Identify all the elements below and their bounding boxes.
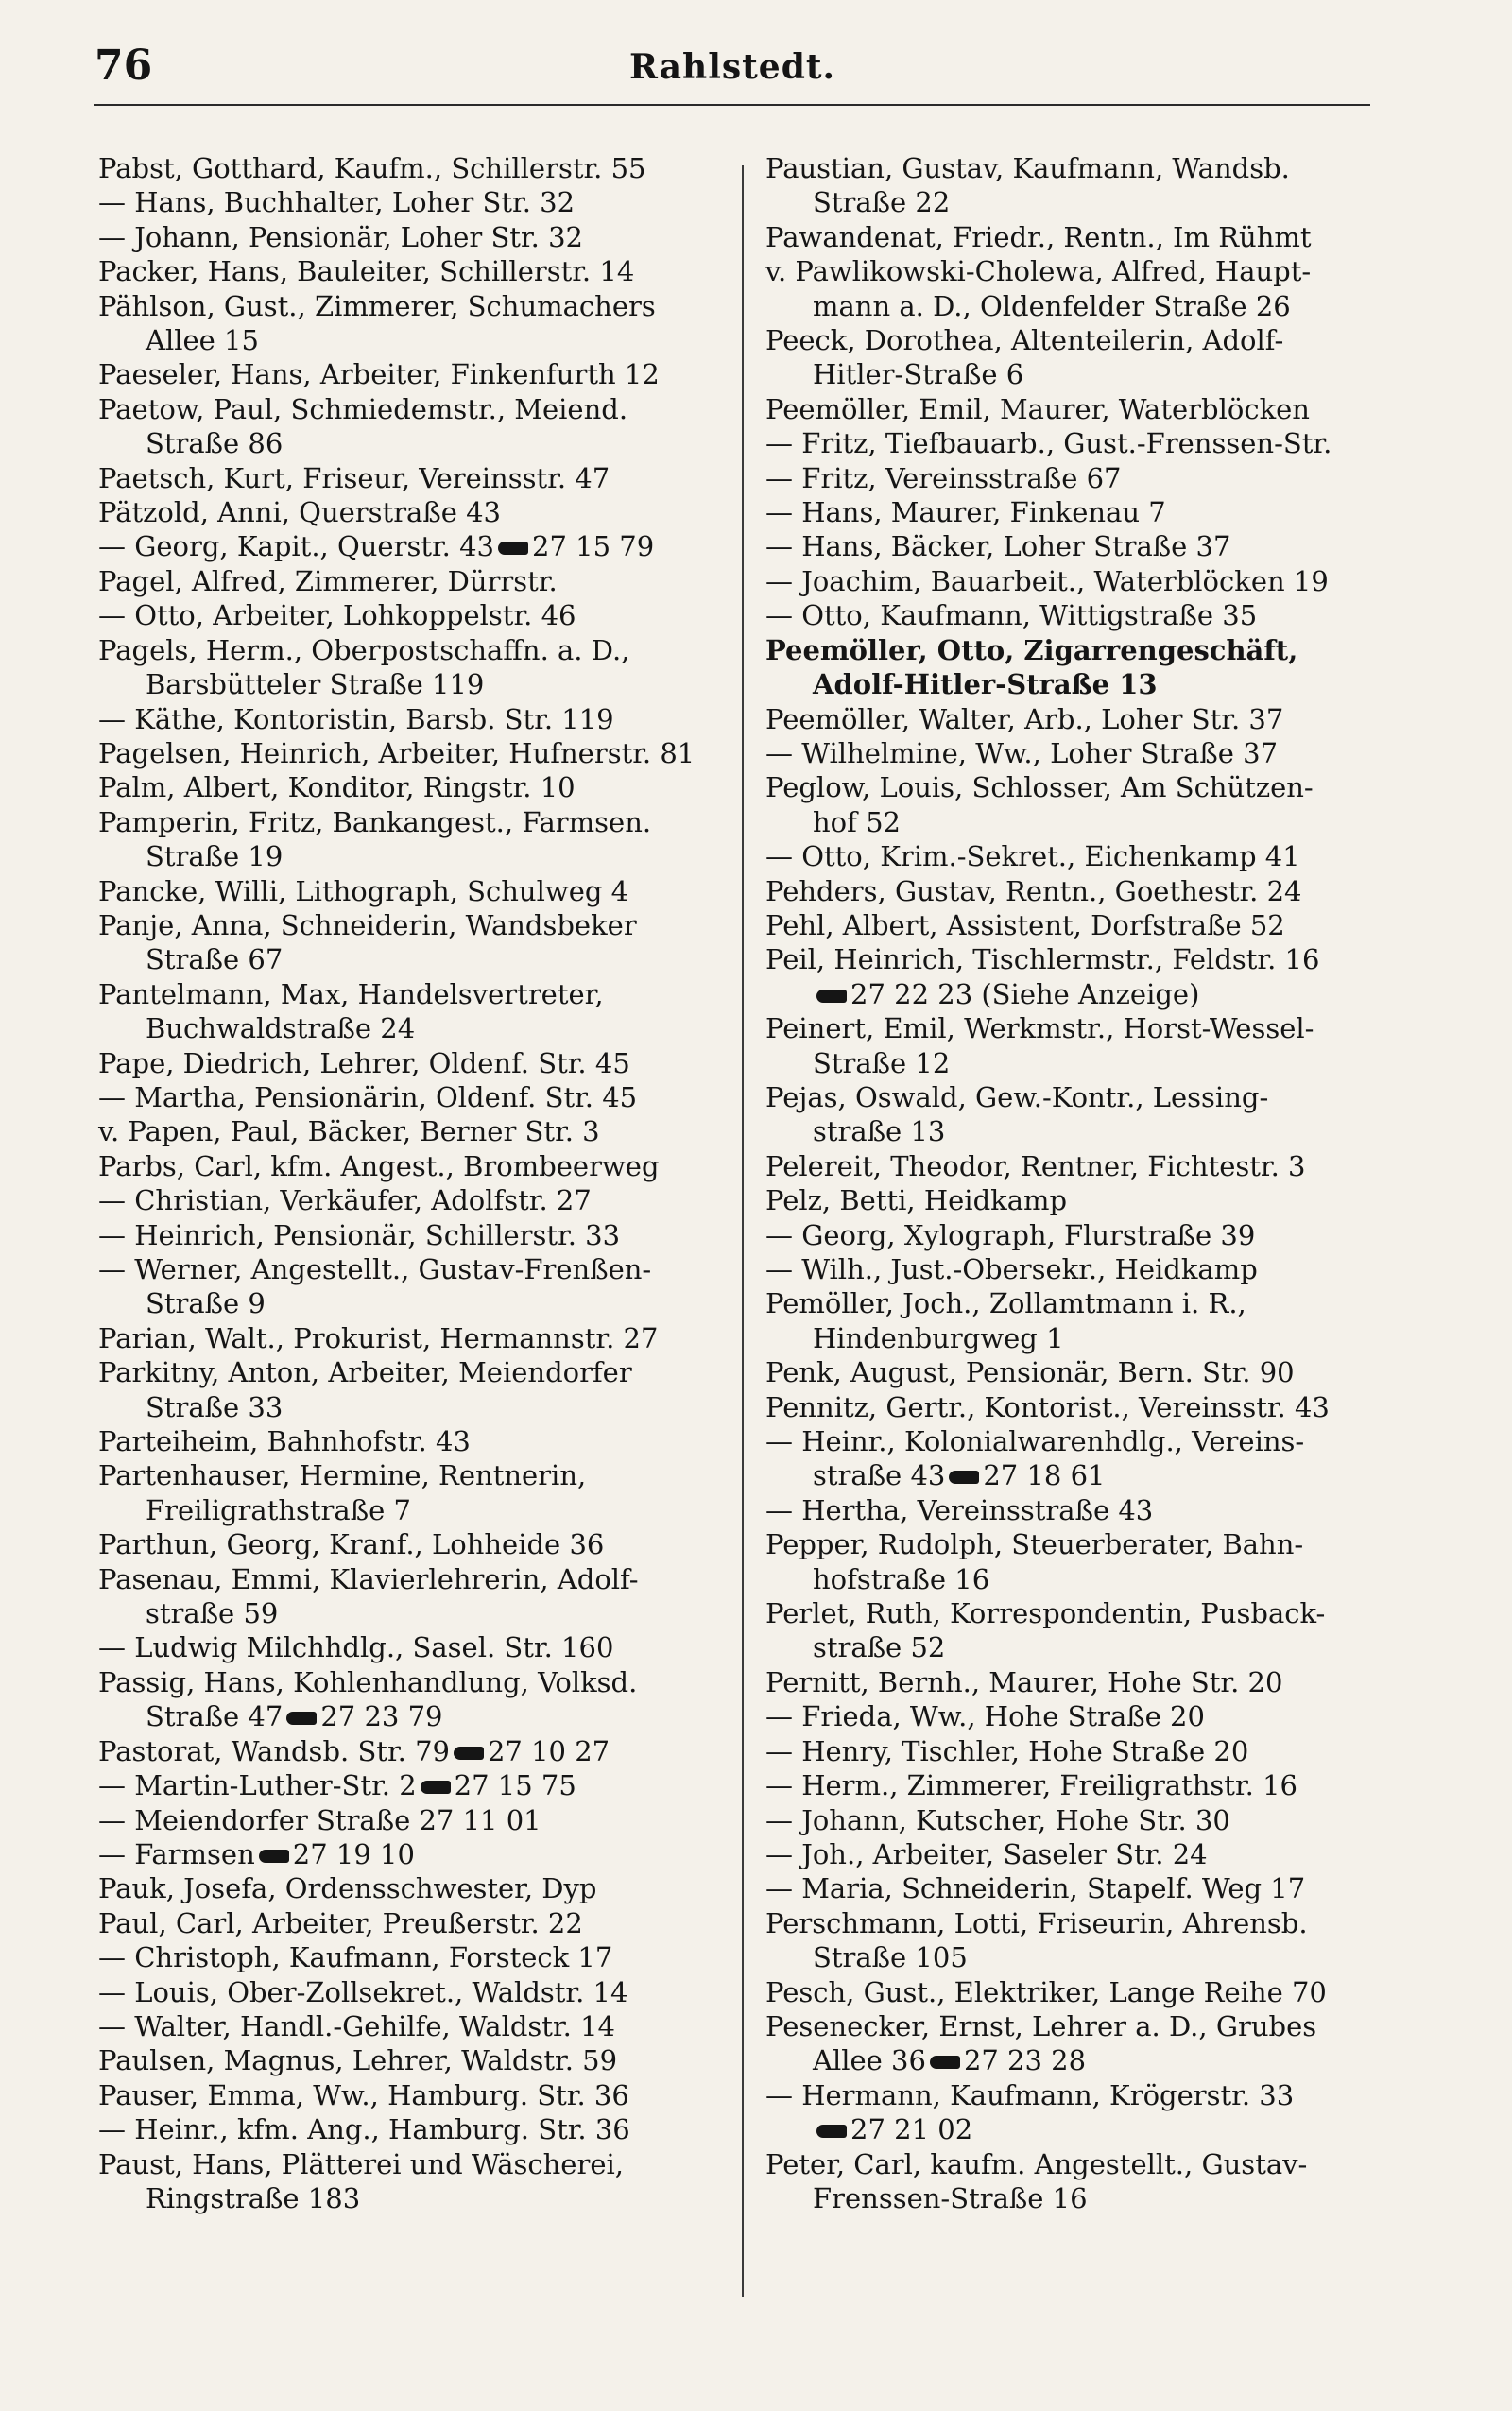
entry-text: Hitler-Straße 6 [813,358,1024,391]
entry-text: Paustian, Gustav, Kaufmann, Wandsb. [765,152,1290,184]
entry-text: straße 52 [813,1631,946,1664]
entry-text: Peemöller, Walter, Arb., Loher Str. 37 [765,702,1284,735]
directory-entry [765,1218,1380,1252]
directory-entry [98,1114,722,1148]
directory-entry [98,1390,722,1424]
entry-text: — Fritz, Vereinsstraße 67 [765,461,1122,494]
phone-number: 27 19 10 [292,1837,415,1870]
directory-entry [765,1734,1380,1768]
entry-text: Peeck, Dorothea, Altenteilerin, Adolf- [765,324,1284,357]
telephone-icon [454,1747,484,1760]
directory-entry [765,289,1380,323]
directory-entry [765,839,1380,873]
directory-entry [98,1768,722,1802]
entry-text: — Otto, Kaufmann, Wittigstraße 35 [765,599,1258,632]
directory-entry [765,908,1380,942]
directory-entry [98,323,722,357]
entry-text: v. Pawlikowski-Cholewa, Alfred, Haupt- [765,255,1312,288]
telephone-icon [949,1471,979,1484]
entry-text: hof 52 [813,805,901,838]
entry-text: Pernitt, Bernh., Maurer, Hohe Str. 20 [765,1665,1283,1698]
directory-entry [765,1562,1380,1596]
entry-text: Pehders, Gustav, Rentn., Goethestr. 24 [765,874,1302,907]
directory-entry [98,426,722,460]
directory-entry [765,1114,1380,1148]
entry-text: Allee 36 [813,2044,926,2077]
directory-entry [98,2043,722,2077]
directory-entry [765,1355,1380,1389]
entry-text: hofstraße 16 [813,1562,990,1595]
directory-entry [765,529,1380,563]
directory-entry [98,220,722,254]
entry-text: — Ludwig Milchhdlg., Sasel. Str. 160 [98,1631,614,1664]
directory-entry [765,1493,1380,1527]
directory-entry [765,1011,1380,1045]
entry-text: — Georg, Kapit., Querstr. 43 [98,530,494,563]
entry-text: — Herm., Zimmerer, Freiligrathstr. 16 [765,1769,1297,1802]
directory-entry [765,1596,1380,1630]
entry-text: Straße 9 [146,1287,266,1320]
entry-text: — Heinrich, Pensionär, Schillerstr. 33 [98,1218,621,1251]
left-column [98,151,722,2215]
entry-text: Pemöller, Joch., Zollamtmann i. R., [765,1287,1246,1320]
entry-text: — Frieda, Ww., Hohe Straße 20 [765,1700,1205,1733]
entry-text: — Johann, Kutscher, Hohe Str. 30 [765,1803,1230,1836]
directory-entry [98,770,722,804]
directory-entry [98,1493,722,1527]
directory-entry [98,2112,722,2146]
directory-entry [98,702,722,736]
telephone-icon [259,1850,289,1863]
directory-entry [98,1183,722,1217]
entry-text: — Hertha, Vereinsstraße 43 [765,1493,1154,1526]
directory-entry [98,1252,722,1286]
directory-entry [765,426,1380,460]
telephone-icon [816,990,847,1003]
entry-text: Allee 15 [146,324,259,357]
directory-entry [765,564,1380,598]
directory-entry [765,1940,1380,1974]
directory-entry [98,1940,722,1974]
entry-text: Frenssen-Straße 16 [813,2181,1088,2214]
entry-text: Pabst, Gotthard, Kaufm., Schillerstr. 55 [98,152,646,184]
directory-entry [765,598,1380,632]
directory-entry [98,1699,722,1733]
entry-text: — Walter, Handl.-Gehilfe, Waldstr. 14 [98,2009,615,2042]
directory-entry [765,357,1380,391]
entry-text: — Christian, Verkäufer, Adolfstr. 27 [98,1184,592,1217]
directory-entry [98,529,722,563]
entry-text: Hindenburgweg 1 [813,1321,1064,1354]
entry-text: — Maria, Schneiderin, Stapelf. Weg 17 [765,1872,1306,1905]
entry-text: Partenhauser, Hermine, Rentnerin, [98,1459,587,1492]
entry-text: Pantelmann, Max, Handelsvertreter, [98,977,604,1010]
directory-entry [765,1458,1380,1492]
directory-entry [98,2009,722,2043]
directory-entry [98,874,722,908]
phone-number: 27 18 61 [983,1459,1106,1492]
directory-entry [98,1011,722,1045]
directory-entry [765,1527,1380,1561]
directory-entry [765,1080,1380,1114]
entry-text: Pepper, Rudolph, Steuerberater, Bahn- [765,1528,1304,1561]
directory-entry [765,2147,1380,2181]
entry-text: — Wilhelmine, Ww., Loher Straße 37 [765,736,1279,769]
directory-entry [98,805,722,839]
directory-entry [98,1837,722,1871]
directory-entry [765,1871,1380,1905]
entry-text: Pelz, Betti, Heidkamp [765,1184,1068,1217]
directory-entry [765,702,1380,736]
entry-text: — Otto, Arbeiter, Lohkoppelstr. 46 [98,599,576,632]
entry-text: Paetsch, Kurt, Friseur, Vereinsstr. 47 [98,461,610,494]
entry-text: Penk, August, Pensionär, Bern. Str. 90 [765,1356,1295,1389]
entry-text: straße 43 [813,1459,946,1492]
entry-text: Pauk, Josefa, Ordensschwester, Dyp [98,1872,597,1905]
phone-number: 27 15 79 [532,530,655,563]
telephone-icon [930,2056,960,2069]
directory-entry [98,942,722,976]
phone-number: 27 10 27 [487,1734,610,1767]
entry-text: Buchwaldstraße 24 [146,1012,416,1045]
entry-text: straße 59 [146,1597,279,1630]
column-divider [742,165,744,2297]
entry-text: — Henry, Tischler, Hohe Straße 20 [765,1734,1249,1767]
phone-number: 27 23 79 [320,1700,443,1733]
entry-text: Pagelsen, Heinrich, Arbeiter, Hufnerstr. 81 [98,736,696,769]
directory-entry [98,1596,722,1630]
directory-entry [98,151,722,185]
directory-entry [765,2112,1380,2146]
entry-text: Paul, Carl, Arbeiter, Preußerstr. 22 [98,1906,583,1939]
entry-text: Pagel, Alfred, Zimmerer, Dürrstr. [98,564,558,597]
entry-text: Paust, Hans, Plätterei und Wäscherei, [98,2147,624,2180]
directory-entry [98,1355,722,1389]
header-rule [94,104,1370,106]
entry-text: — Meiendorfer Straße 27 11 01 [98,1803,541,1836]
directory-entry [765,977,1380,1011]
directory-entry [765,220,1380,254]
directory-entry [765,2181,1380,2215]
entry-text: Peemöller, Emil, Maurer, Waterblöcken [765,392,1310,425]
entry-text: — Heinr., Kolonialwarenhdlg., Vereins- [765,1425,1305,1458]
directory-entry [98,564,722,598]
directory-entry [98,1562,722,1596]
directory-entry [98,1906,722,1940]
entry-text: Pastorat, Wandsb. Str. 79 [98,1734,450,1767]
directory-entry [98,1527,722,1561]
entry-text: 27 22 23 (Siehe Anzeige) [850,977,1200,1010]
directory-entry [98,495,722,529]
directory-entry [765,1975,1380,2009]
entry-text: — Martin-Luther-Str. 2 [98,1769,417,1802]
directory-entry [765,1046,1380,1080]
entry-text: Parbs, Carl, kfm. Angest., Brombeerweg [98,1149,660,1182]
entry-text: — Christoph, Kaufmann, Forsteck 17 [98,1941,613,1974]
directory-entry [98,1665,722,1699]
directory-entry [98,667,722,701]
entry-text: Passig, Hans, Kohlenhandlung, Volksd. [98,1665,638,1698]
directory-entry [98,736,722,770]
directory-entry [765,2009,1380,2043]
directory-entry [765,1699,1380,1733]
telephone-icon [421,1781,451,1794]
telephone-icon [816,2125,847,2138]
directory-entry [765,1252,1380,1286]
directory-entry [98,254,722,288]
entry-text: — Joh., Arbeiter, Saseler Str. 24 [765,1837,1208,1870]
phone-number: 27 23 28 [963,2044,1087,2077]
entry-text: Parkitny, Anton, Arbeiter, Meiendorfer [98,1356,632,1389]
directory-entry [765,461,1380,495]
entry-text: — Hans, Buchhalter, Loher Str. 32 [98,186,576,219]
entry-text: v. Papen, Paul, Bäcker, Berner Str. 3 [98,1115,600,1148]
directory-entry [765,151,1380,185]
entry-text: — Werner, Angestellt., Gustav-Frenßen- [98,1253,652,1285]
directory-entry [765,1630,1380,1664]
entry-text: Pape, Diedrich, Lehrer, Oldenf. Str. 45 [98,1046,630,1079]
entry-text: Pennitz, Gertr., Kontorist., Vereinsstr. 43 [765,1390,1330,1423]
entry-text: Paeseler, Hans, Arbeiter, Finkenfurth 12 [98,358,660,391]
directory-entry [765,2078,1380,2112]
directory-entry [98,977,722,1011]
directory-entry [765,495,1380,529]
directory-entry [98,598,722,632]
directory-entry [98,461,722,495]
directory-entry [765,392,1380,426]
directory-entry [765,2043,1380,2077]
directory-entry [98,289,722,323]
directory-entry [765,185,1380,219]
directory-entry [98,1803,722,1837]
entry-text: Pehl, Albert, Assistent, Dorfstraße 52 [765,908,1285,941]
directory-entry [765,770,1380,804]
directory-entry [765,1906,1380,1940]
entry-text: Pejas, Oswald, Gew.-Kontr., Lessing- [765,1080,1269,1113]
entry-text: Panje, Anna, Schneiderin, Wandsbeker [98,908,637,941]
directory-entry [765,1803,1380,1837]
directory-entry [98,908,722,942]
directory-entry [98,2181,722,2215]
entry-text: Pasenau, Emmi, Klavierlehrerin, Adolf- [98,1562,639,1595]
entry-text: — Joachim, Bauarbeit., Waterblöcken 19 [765,564,1329,597]
entry-text: — Hermann, Kaufmann, Krögerstr. 33 [765,2078,1295,2111]
entry-text: Straße 47 [146,1700,284,1733]
directory-entry [98,1149,722,1183]
entry-text: Straße 105 [813,1941,968,1974]
directory-entry [765,942,1380,976]
directory-entry [765,1665,1380,1699]
entry-text: Parian, Walt., Prokurist, Hermannstr. 27 [98,1321,659,1354]
directory-entry [765,1183,1380,1217]
directory-entry [98,1321,722,1355]
entry-text: — Wilh., Just.-Obersekr., Heidkamp [765,1253,1258,1285]
directory-entry [765,323,1380,357]
entry-text: Paulsen, Magnus, Lehrer, Waldstr. 59 [98,2044,618,2077]
entry-text: Pawandenat, Friedr., Rentn., Im Rühmt [765,220,1312,253]
directory-entry [98,1458,722,1492]
entry-text: Pancke, Willi, Lithograph, Schulweg 4 [98,874,629,907]
entry-text: Parthun, Georg, Kranf., Lohheide 36 [98,1528,605,1561]
directory-entry [98,1046,722,1080]
entry-text: Straße 67 [146,943,284,976]
directory-entry [765,805,1380,839]
entry-text: Freiligrathstraße 7 [146,1493,411,1526]
entry-text: — Farmsen [98,1837,255,1870]
entry-text: Straße 33 [146,1390,284,1423]
directory-entry [765,667,1380,701]
entry-text: Straße 12 [813,1046,951,1079]
entry-text: Perschmann, Lotti, Friseurin, Ahrensb. [765,1906,1308,1939]
directory-entry [98,1424,722,1458]
entry-text: Pamperin, Fritz, Bankangest., Farmsen. [98,805,652,838]
running-title: Rahlstedt. [628,47,836,87]
entry-text: — Heinr., kfm. Ang., Hamburg. Str. 36 [98,2113,630,2146]
entry-text: Pesch, Gust., Elektriker, Lange Reihe 70 [765,1975,1327,2008]
directory-entry [765,1390,1380,1424]
entry-text: Pagels, Herm., Oberpostschaffn. a. D., [98,633,630,666]
entry-text: Peinert, Emil, Werkmstr., Horst-Wessel- [765,1012,1314,1045]
entry-text: Paetow, Paul, Schmiedemstr., Meiend. [98,392,628,425]
entry-text: Palm, Albert, Konditor, Ringstr. 10 [98,771,576,804]
directory-entry [98,2078,722,2112]
entry-text: Peter, Carl, kaufm. Angestellt., Gustav- [765,2147,1308,2180]
directory-entry [765,254,1380,288]
entry-text: — Fritz, Tiefbauarb., Gust.-Frenssen-Str. [765,427,1332,460]
directory-entry [765,1424,1380,1458]
directory-entry [98,633,722,667]
entry-text: Adolf-Hitler-Straße 13 [813,668,1158,701]
entry-text: — Johann, Pensionär, Loher Str. 32 [98,220,583,253]
directory-entry [765,1149,1380,1183]
entry-text: — Louis, Ober-Zollsekret., Waldstr. 14 [98,1975,628,2008]
entry-text: Pählson, Gust., Zimmerer, Schumachers [98,289,656,322]
right-column [765,151,1380,2215]
directory-entry [98,839,722,873]
telephone-icon [498,542,528,555]
entry-text: Pätzold, Anni, Querstraße 43 [98,496,501,529]
entry-text: straße 13 [813,1115,946,1148]
entry-text: Packer, Hans, Bauleiter, Schillerstr. 14 [98,255,635,288]
entry-text: — Martha, Pensionärin, Oldenf. Str. 45 [98,1080,638,1113]
entry-text: — Otto, Krim.-Sekret., Eichenkamp 41 [765,840,1300,873]
directory-entry [765,633,1380,667]
directory-entry [98,1871,722,1905]
directory-entry [98,1975,722,2009]
phone-number: 27 15 75 [454,1769,576,1802]
directory-entry [98,1630,722,1664]
entry-text: Ringstraße 183 [146,2181,361,2214]
entry-text: — Georg, Xylograph, Flurstraße 39 [765,1218,1256,1251]
directory-entry [98,2147,722,2181]
entry-text: — Käthe, Kontoristin, Barsb. Str. 119 [98,702,614,735]
directory-entry [765,1286,1380,1320]
entry-text: Peglow, Louis, Schlosser, Am Schützen- [765,771,1314,804]
directory-entry [98,392,722,426]
directory-entry [765,1321,1380,1355]
page-header [94,42,1370,102]
page-number: 76 [94,42,153,90]
entry-text: Parteiheim, Bahnhofstr. 43 [98,1425,471,1458]
entry-text: Peil, Heinrich, Tischlermstr., Feldstr. 16 [765,943,1320,976]
entry-text: Pesenecker, Ernst, Lehrer a. D., Grubes [765,2009,1317,2042]
entry-text: Pauser, Emma, Ww., Hamburg. Str. 36 [98,2078,629,2111]
directory-entry [765,1837,1380,1871]
directory-entry [98,185,722,219]
entry-text: — Hans, Maurer, Finkenau 7 [765,496,1166,529]
entry-text: Perlet, Ruth, Korrespondentin, Pusback- [765,1597,1326,1630]
directory-entry [765,736,1380,770]
entry-text: Straße 86 [146,427,284,460]
entry-text: Straße 22 [813,186,951,219]
directory-entry [98,1734,722,1768]
directory-entry [98,1218,722,1252]
telephone-icon [286,1712,317,1725]
directory-entry [765,1768,1380,1802]
entry-text: — Hans, Bäcker, Loher Straße 37 [765,530,1231,563]
entry-text: 27 21 02 [850,2113,973,2146]
entry-text: Straße 19 [146,840,284,873]
directory-entry [98,357,722,391]
directory-entry [98,1080,722,1114]
entry-text: Barsbütteler Straße 119 [146,668,485,701]
entry-text: mann a. D., Oldenfelder Straße 26 [813,289,1291,322]
entry-text: Pelereit, Theodor, Rentner, Fichtestr. 3 [765,1149,1306,1182]
entry-text: Peemöller, Otto, Zigarrengeschäft, [765,633,1298,666]
directory-entry [98,1286,722,1320]
directory-entry [765,874,1380,908]
